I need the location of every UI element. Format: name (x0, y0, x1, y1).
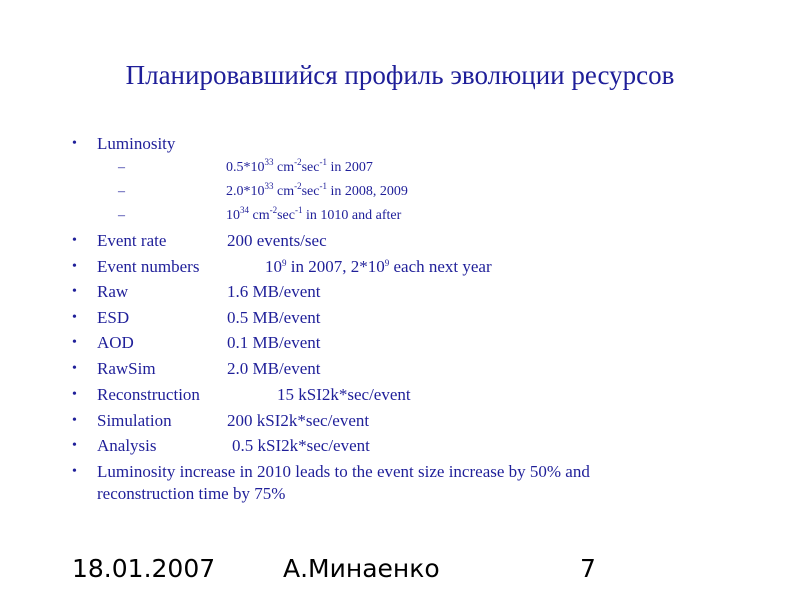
item-value: $10^9$ in 2007, $2*10^9$ each next year (265, 257, 492, 276)
item-label: AOD (97, 333, 134, 352)
item-label: Reconstruction (97, 385, 200, 404)
item-value: 0.1 MB/event (227, 333, 321, 352)
item-value: 15 kSI2k*sec/event (277, 385, 411, 404)
item-label: RawSim (97, 359, 156, 378)
item-label: Analysis (97, 436, 157, 455)
bullet-icon: • (72, 335, 77, 350)
item-label: ESD (97, 308, 130, 327)
bullet-icon: • (72, 361, 77, 376)
dash-icon: – (118, 184, 125, 199)
dash-icon: – (118, 208, 125, 223)
bullet-icon: • (72, 438, 77, 453)
dash-icon: – (118, 160, 125, 175)
item-value: 200 events/sec (227, 231, 327, 250)
bullet-icon: • (72, 259, 77, 274)
item-label-line1: Luminosity increase in 2010 leads to the event size increase by 50% and (97, 462, 590, 481)
bullet-icon: • (72, 284, 77, 299)
footer-date: 18.01.2007 (72, 554, 216, 583)
sub-item-value: $0.5*10^{33}$ $cm^{-2}\sec^{-1}$ in 2007 (226, 157, 373, 175)
slide-title: Планировавшийся профиль эволюции ресурсов (125, 60, 675, 90)
item-value: 200 kSI2k*sec/event (227, 411, 370, 430)
bullet-icon: • (72, 464, 77, 479)
item-label: Raw (97, 282, 129, 301)
bullet-icon: • (72, 136, 77, 151)
sub-item-value: $10^{34}$ $cm^{-2}\sec^{-1}$ in 1010 and after (226, 205, 402, 223)
item-label: Event rate (97, 231, 167, 250)
sub-item-value: $2.0*10^{33}$ $cm^{-2}\sec^{-1}$ in 2008, 2009 (226, 181, 408, 199)
item-label-line2: reconstruction time by 75% (97, 484, 286, 503)
item-label: Luminosity (97, 134, 176, 153)
item-value: 1.6 MB/event (227, 282, 321, 301)
bullet-icon: • (72, 387, 77, 402)
item-value: 0.5 MB/event (227, 308, 321, 327)
footer-author: А.Минаенко (283, 554, 440, 583)
bullet-icon: • (72, 310, 77, 325)
item-value: 2.0 MB/event (227, 359, 321, 378)
bullet-icon: • (72, 413, 77, 428)
item-label: Simulation (97, 411, 172, 430)
item-value: 0.5 kSI2k*sec/event (232, 436, 370, 455)
footer-page-number: 7 (580, 554, 596, 583)
bullet-icon: • (72, 233, 77, 248)
item-label: Event numbers (97, 257, 200, 276)
